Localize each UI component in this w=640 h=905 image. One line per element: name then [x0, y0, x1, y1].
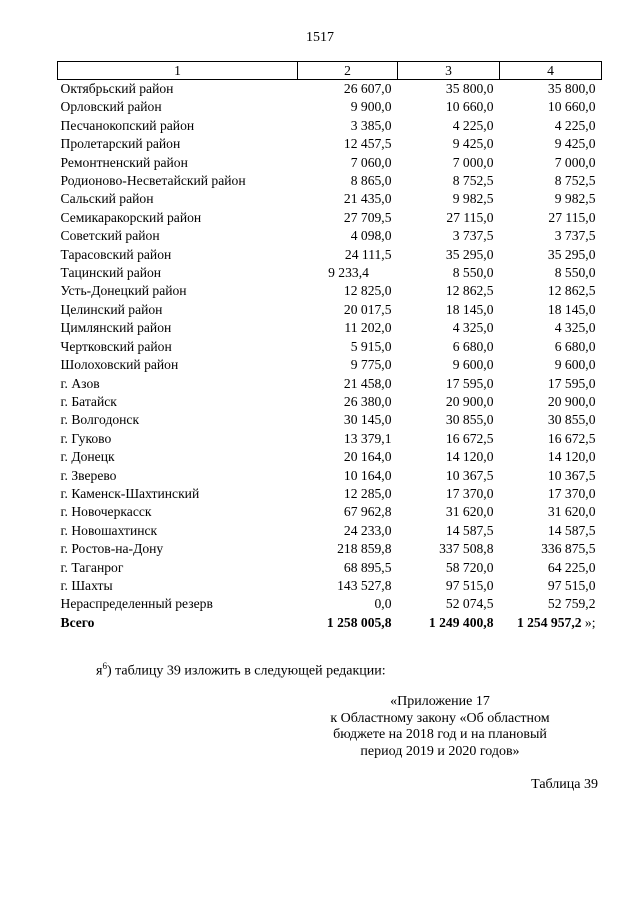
table-row — [58, 448, 602, 466]
row-value-4: 27 115,0 — [548, 209, 596, 225]
table-row — [58, 559, 602, 577]
total-value-4-number: 1 254 957,2 — [516, 615, 582, 631]
row-value-4: 17 370,0 — [547, 485, 596, 501]
row-value-4: 6 680,0 — [554, 338, 596, 354]
total-trailing-mark: »; — [581, 615, 596, 631]
table-body — [58, 80, 602, 614]
row-value-2: 8 865,0 — [350, 173, 392, 189]
row-name: Песчанокопский район — [60, 117, 195, 133]
column-header-1: 1 — [58, 62, 298, 80]
table-row — [58, 135, 602, 153]
row-value-4: 31 620,0 — [547, 504, 596, 520]
row-name: г. Каменск-Шахтинский — [60, 485, 200, 501]
row-name: г. Азов — [60, 375, 100, 391]
row-value-3: 31 620,0 — [445, 504, 494, 520]
row-name: Цимлянский район — [60, 320, 172, 336]
row-name: г. Зверево — [60, 467, 117, 483]
column-header-3: 3 — [398, 62, 500, 80]
row-name: г. Батайск — [60, 393, 117, 409]
column-header-2: 2 — [298, 62, 398, 80]
row-value-2: 20 164,0 — [343, 449, 392, 465]
row-value-4: 4 225,0 — [554, 117, 596, 133]
row-value-4: 12 862,5 — [547, 283, 596, 299]
table-row — [58, 209, 602, 227]
row-name: Чертковский район — [60, 338, 172, 354]
row-value-4: 336 875,5 — [541, 541, 596, 557]
appendix-line-2: к Областному закону «Об областном — [330, 710, 550, 726]
budget-table — [57, 61, 602, 633]
total-label: Всего — [60, 615, 95, 631]
row-value-3: 9 425,0 — [452, 136, 494, 152]
row-value-3: 16 672,5 — [445, 430, 494, 446]
amendment-body: ) таблицу 39 изложить в следующей редакции: — [106, 663, 386, 679]
row-value-3: 8 550,0 — [452, 265, 494, 281]
total-value-3: 1 249 400,8 — [428, 615, 494, 631]
row-value-2: 12 825,0 — [343, 283, 392, 299]
row-value-2: 11 202,0 — [344, 320, 392, 336]
amendment-prefix: я — [96, 663, 103, 679]
appendix-heading — [290, 694, 590, 760]
row-value-2: 21 435,0 — [343, 191, 392, 207]
row-value-2: 26 380,0 — [343, 393, 392, 409]
row-value-4: 35 295,0 — [547, 246, 596, 262]
table-row — [58, 264, 602, 282]
row-value-2: 26 607,0 — [343, 81, 392, 96]
row-value-3: 4 225,0 — [452, 117, 494, 133]
row-value-2: 9 233,4 — [328, 265, 369, 281]
row-value-4: 10 660,0 — [547, 99, 596, 115]
row-value-4: 35 800,0 — [547, 81, 596, 96]
row-name: Пролетарский район — [60, 136, 181, 152]
table-row — [58, 577, 602, 595]
row-name: Нераспределенный резерв — [60, 596, 213, 612]
row-value-3: 20 900,0 — [445, 393, 494, 409]
table-row — [58, 375, 602, 393]
table-row — [58, 319, 602, 337]
table-label: Таблица 39 — [531, 777, 598, 792]
row-value-4: 18 145,0 — [547, 301, 596, 317]
row-value-3: 10 367,5 — [445, 467, 494, 483]
row-value-3: 6 680,0 — [452, 338, 494, 354]
row-value-3: 3 737,5 — [452, 228, 494, 244]
row-value-4: 8 550,0 — [554, 265, 596, 281]
row-name: г. Донецк — [60, 449, 115, 465]
row-value-4: 3 737,5 — [554, 228, 596, 244]
row-value-3: 14 587,5 — [445, 522, 494, 538]
row-value-4: 14 120,0 — [547, 449, 596, 465]
table-row — [58, 117, 602, 135]
column-header-4: 4 — [500, 62, 602, 80]
row-value-3: 9 600,0 — [452, 357, 494, 373]
table-row — [58, 282, 602, 300]
amendment-text — [96, 661, 386, 680]
row-name: г. Ростов-на-Дону — [60, 541, 164, 557]
appendix-line-4: период 2019 и 2020 годов» — [360, 743, 520, 759]
row-value-4: 17 595,0 — [547, 375, 596, 391]
row-name: Орловский район — [60, 99, 162, 115]
row-value-2: 10 164,0 — [343, 467, 392, 483]
row-value-4: 9 425,0 — [554, 136, 596, 152]
row-value-2: 20 017,5 — [343, 301, 392, 317]
row-name: Семикаракорский район — [60, 209, 202, 225]
row-value-2: 12 285,0 — [343, 485, 392, 501]
row-name: Усть-Донецкий район — [60, 283, 187, 299]
row-value-2: 9 900,0 — [350, 99, 392, 115]
row-value-4: 64 225,0 — [547, 559, 596, 575]
row-value-3: 10 660,0 — [445, 99, 494, 115]
row-value-3: 17 370,0 — [445, 485, 494, 501]
table-row — [58, 338, 602, 356]
row-name: г. Таганрог — [60, 559, 124, 575]
total-value-4 — [500, 614, 602, 633]
row-name: Родионово-Несветайский район — [60, 173, 246, 189]
row-value-4: 4 325,0 — [554, 320, 596, 336]
row-name: Советский район — [60, 228, 160, 244]
row-value-3: 35 800,0 — [445, 81, 494, 96]
row-value-2: 12 457,5 — [343, 136, 392, 152]
row-value-3: 30 855,0 — [445, 412, 494, 428]
table-row — [58, 411, 602, 429]
row-value-2: 27 709,5 — [343, 209, 392, 225]
table-header-row — [58, 62, 602, 80]
total-value-2: 1 258 005,8 — [326, 615, 392, 631]
table-row — [58, 522, 602, 540]
row-name: г. Волгодонск — [60, 412, 140, 428]
table-row — [58, 485, 602, 503]
row-value-3: 8 752,5 — [452, 173, 494, 189]
row-value-4: 7 000,0 — [554, 154, 596, 170]
table-row — [58, 301, 602, 319]
row-name: г. Новочеркасск — [60, 504, 152, 520]
table-row — [58, 540, 602, 558]
row-name: г. Новошахтинск — [60, 522, 158, 538]
row-value-2: 7 060,0 — [350, 154, 392, 170]
table-row — [58, 154, 602, 172]
row-value-2: 0,0 — [374, 596, 392, 612]
amendment-superscript: 6 — [102, 661, 107, 671]
row-value-3: 337 508,8 — [439, 541, 494, 557]
row-value-4: 30 855,0 — [547, 412, 596, 428]
row-value-4: 14 587,5 — [547, 522, 596, 538]
row-value-2: 4 098,0 — [350, 228, 392, 244]
table-row — [58, 467, 602, 485]
row-value-3: 52 074,5 — [445, 596, 494, 612]
row-value-4: 10 367,5 — [547, 467, 596, 483]
row-value-3: 35 295,0 — [445, 246, 494, 262]
table-row — [58, 595, 602, 613]
row-value-2: 5 915,0 — [350, 338, 392, 354]
table-row — [58, 172, 602, 190]
row-value-3: 14 120,0 — [445, 449, 494, 465]
row-value-3: 58 720,0 — [445, 559, 494, 575]
row-value-2: 3 385,0 — [350, 117, 392, 133]
appendix-line-3: бюджете на 2018 год и на плановый — [333, 727, 547, 742]
row-value-3: 27 115,0 — [446, 209, 494, 225]
row-value-3: 4 325,0 — [452, 320, 494, 336]
row-value-2: 24 111,5 — [344, 246, 392, 262]
appendix-line-1: «Приложение 17 — [390, 694, 490, 709]
table-row — [58, 80, 602, 99]
row-name: Октябрьский район — [60, 81, 174, 96]
row-name: Ремонтненский район — [60, 154, 188, 170]
row-value-4: 8 752,5 — [554, 173, 596, 189]
row-value-4: 20 900,0 — [547, 393, 596, 409]
row-name: Тацинский район — [60, 265, 162, 281]
row-value-3: 18 145,0 — [445, 301, 494, 317]
total-row — [58, 614, 602, 633]
row-value-2: 21 458,0 — [343, 375, 392, 391]
row-value-3: 97 515,0 — [445, 577, 494, 593]
table-row — [58, 503, 602, 521]
row-value-3: 9 982,5 — [452, 191, 494, 207]
row-value-3: 7 000,0 — [452, 154, 494, 170]
row-value-4: 9 982,5 — [554, 191, 596, 207]
row-value-2: 30 145,0 — [343, 412, 392, 428]
row-value-4: 16 672,5 — [547, 430, 596, 446]
row-value-2: 9 775,0 — [350, 357, 392, 373]
row-value-2: 24 233,0 — [343, 522, 392, 538]
row-name: Шолоховский район — [60, 357, 179, 373]
table-row — [58, 430, 602, 448]
row-value-3: 12 862,5 — [445, 283, 494, 299]
row-value-2: 68 895,5 — [343, 559, 392, 575]
row-value-2: 143 527,8 — [337, 577, 392, 593]
table-row — [58, 356, 602, 374]
page-number: 1517 — [306, 30, 334, 45]
row-name: г. Шахты — [60, 577, 113, 593]
row-value-4: 52 759,2 — [547, 596, 596, 612]
row-name: г. Гуково — [60, 430, 112, 446]
row-value-4: 9 600,0 — [554, 357, 596, 373]
row-value-4: 97 515,0 — [547, 577, 596, 593]
row-value-3: 17 595,0 — [445, 375, 494, 391]
row-name: Сальский район — [60, 191, 154, 207]
row-name: Целинский район — [60, 301, 163, 317]
row-name: Тарасовский район — [60, 246, 172, 262]
row-value-2: 218 859,8 — [337, 541, 392, 557]
row-value-2: 67 962,8 — [343, 504, 392, 520]
row-value-2: 13 379,1 — [343, 430, 392, 446]
table-row — [58, 98, 602, 116]
table-row — [58, 227, 602, 245]
table-row — [58, 393, 602, 411]
table-row — [58, 190, 602, 208]
table-row — [58, 246, 602, 264]
